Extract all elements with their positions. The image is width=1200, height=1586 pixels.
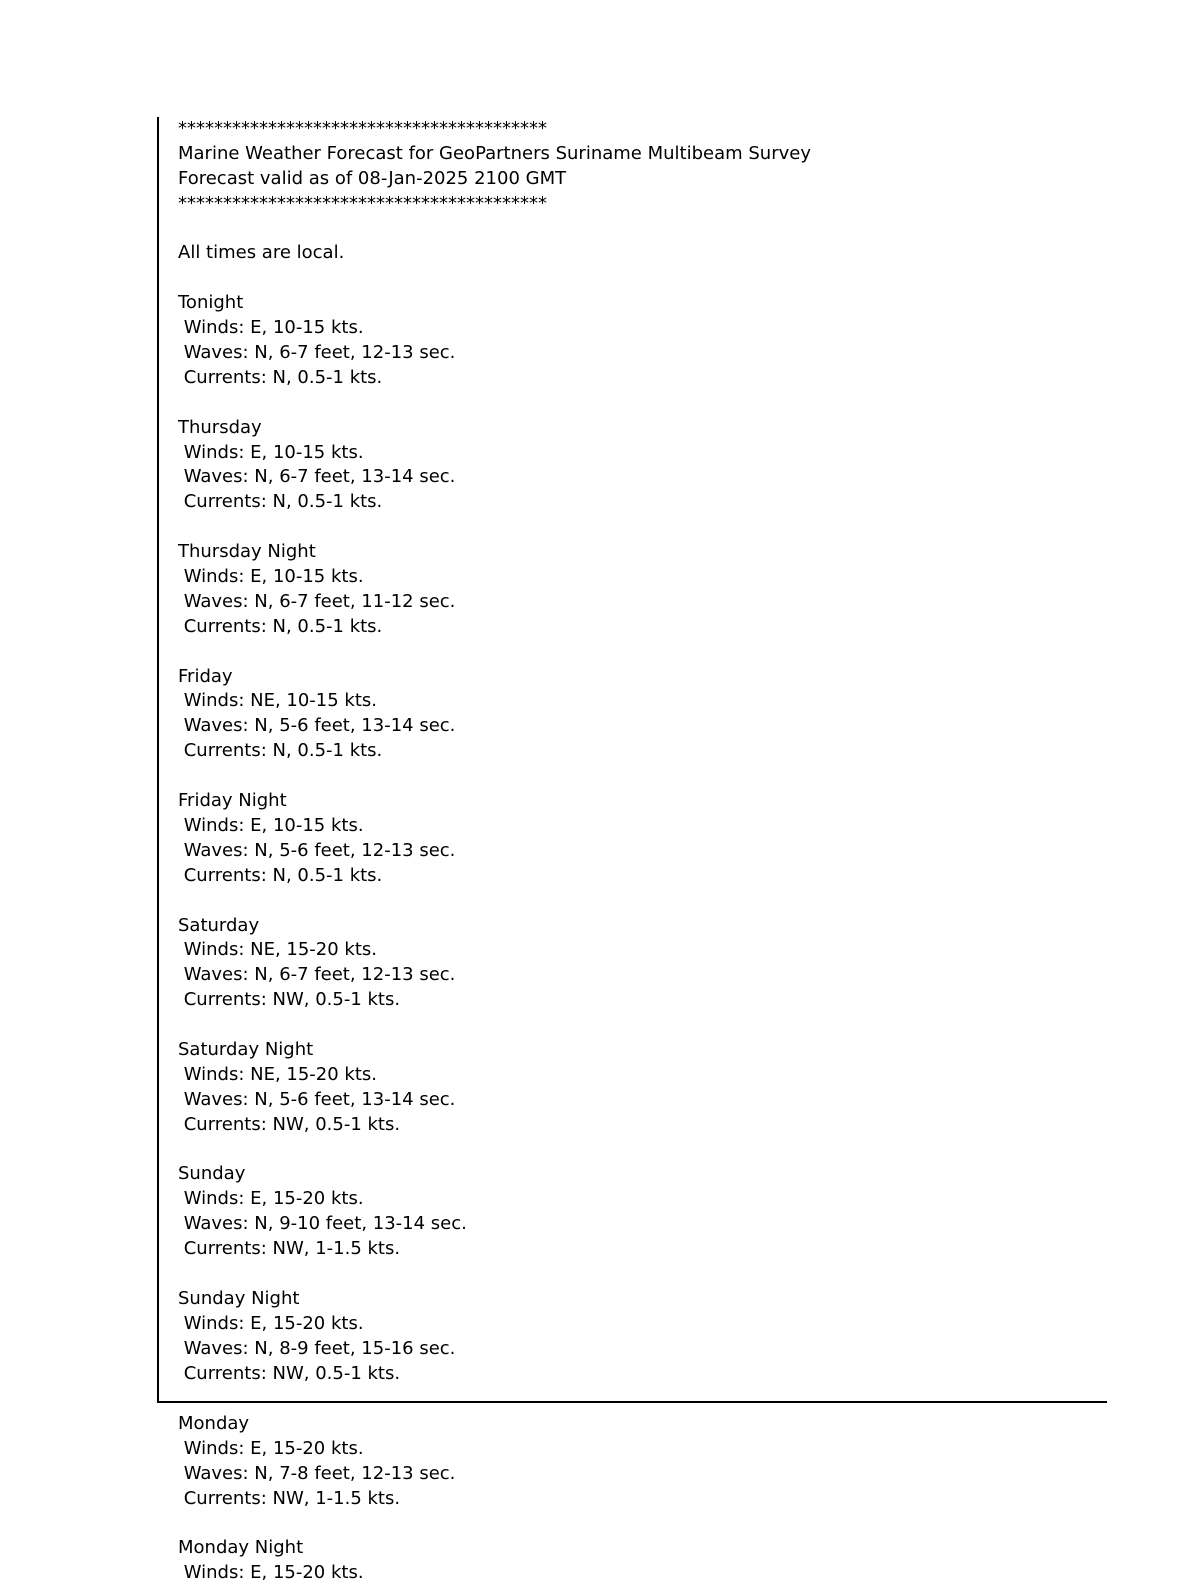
below-frame-text <box>178 1412 1078 1586</box>
forecast-waves: Waves: N, 6-7 feet, 12-13 sec. <box>178 342 456 364</box>
forecast-period: Thursday <box>178 416 262 438</box>
forecast-period: Monday <box>178 1413 250 1434</box>
forecast-waves: Waves: N, 9-10 feet, 13-14 sec. <box>178 1213 467 1235</box>
forecast-period: Saturday <box>178 914 260 936</box>
forecast-waves: Waves: N, 8-9 feet, 15-16 sec. <box>178 1337 456 1359</box>
forecast-valid-line: Forecast valid as of 08-Jan-2025 2100 GMT <box>178 167 567 189</box>
forecast-currents: Currents: N, 0.5-1 kts. <box>178 491 383 513</box>
forecast-winds: Winds: E, 15-20 kts. <box>178 1188 364 1210</box>
forecast-currents: Currents: NW, 1-1.5 kts. <box>178 1487 401 1509</box>
asterisk-divider-top: ***************************************** <box>178 118 547 139</box>
document-title: Marine Weather Forecast for GeoPartners Suriname Multibeam Survey <box>178 142 811 164</box>
forecast-currents: Currents: NW, 1-1.5 kts. <box>178 1238 401 1260</box>
forecast-currents: Currents: NW, 0.5-1 kts. <box>178 1113 401 1135</box>
forecast-waves: Waves: N, 6-7 feet, 12-13 sec. <box>178 964 456 986</box>
forecast-block-tonight <box>178 291 1107 391</box>
forecast-waves: Waves: N, 7-8 feet, 12-13 sec. <box>178 1462 456 1484</box>
forecast-period: Tonight <box>178 292 244 314</box>
forecast-winds: Winds: NE, 15-20 kts. <box>178 939 378 961</box>
forecast-winds: Winds: E, 10-15 kts. <box>178 441 364 463</box>
forecast-winds: Winds: E, 10-15 kts. <box>178 317 364 339</box>
times-note: All times are local. <box>178 242 345 264</box>
forecast-block-saturday-night <box>178 1038 1107 1138</box>
forecast-period: Saturday Night <box>178 1038 314 1060</box>
forecast-currents: Currents: NW, 0.5-1 kts. <box>178 1362 401 1384</box>
forecast-block-sunday <box>178 1162 1107 1262</box>
forecast-period: Sunday <box>178 1163 246 1185</box>
forecast-block-sunday-night <box>178 1287 1107 1387</box>
forecast-currents: Currents: N, 0.5-1 kts. <box>178 740 383 762</box>
forecast-winds: Winds: NE, 10-15 kts. <box>178 690 378 712</box>
forecast-block-thursday <box>178 416 1107 516</box>
forecast-period: Sunday Night <box>178 1287 300 1309</box>
forecast-winds: Winds: E, 10-15 kts. <box>178 814 364 836</box>
forecast-block-saturday <box>178 914 1107 1014</box>
forecast-period: Monday Night <box>178 1537 304 1559</box>
forecast-currents: Currents: N, 0.5-1 kts. <box>178 864 383 886</box>
forecast-winds: Winds: E, 15-20 kts. <box>178 1437 364 1459</box>
forecast-waves: Waves: N, 5-6 feet, 12-13 sec. <box>178 839 456 861</box>
forecast-block-friday-night <box>178 789 1107 889</box>
forecast-winds: Winds: E, 10-15 kts. <box>178 566 364 588</box>
forecast-period: Friday Night <box>178 790 287 812</box>
forecast-waves: Waves: N, 5-6 feet, 13-14 sec. <box>178 715 456 737</box>
forecast-waves: Waves: N, 5-6 feet, 13-14 sec. <box>178 1088 456 1110</box>
forecast-period: Thursday Night <box>178 541 316 563</box>
forecast-currents: Currents: N, 0.5-1 kts. <box>178 366 383 388</box>
forecast-winds: Winds: NE, 15-20 kts. <box>178 1063 378 1085</box>
forecast-block-monday <box>178 1412 1078 1512</box>
forecast-winds: Winds: E, 15-20 kts. <box>178 1312 364 1334</box>
asterisk-divider-bottom: ***************************************** <box>178 192 547 214</box>
forecast-block-monday-night <box>178 1536 1078 1586</box>
forecast-block-friday <box>178 665 1107 765</box>
forecast-waves: Waves: N, 6-7 feet, 11-12 sec. <box>178 590 456 612</box>
forecast-block-thursday-night <box>178 540 1107 640</box>
forecast-waves: Waves: N, 6-7 feet, 13-14 sec. <box>178 466 456 488</box>
forecast-currents: Currents: N, 0.5-1 kts. <box>178 615 383 637</box>
text-frame <box>157 117 1107 1403</box>
forecast-period: Friday <box>178 665 233 687</box>
forecast-currents: Currents: NW, 0.5-1 kts. <box>178 989 401 1011</box>
forecast-winds: Winds: E, 15-20 kts. <box>178 1562 364 1584</box>
